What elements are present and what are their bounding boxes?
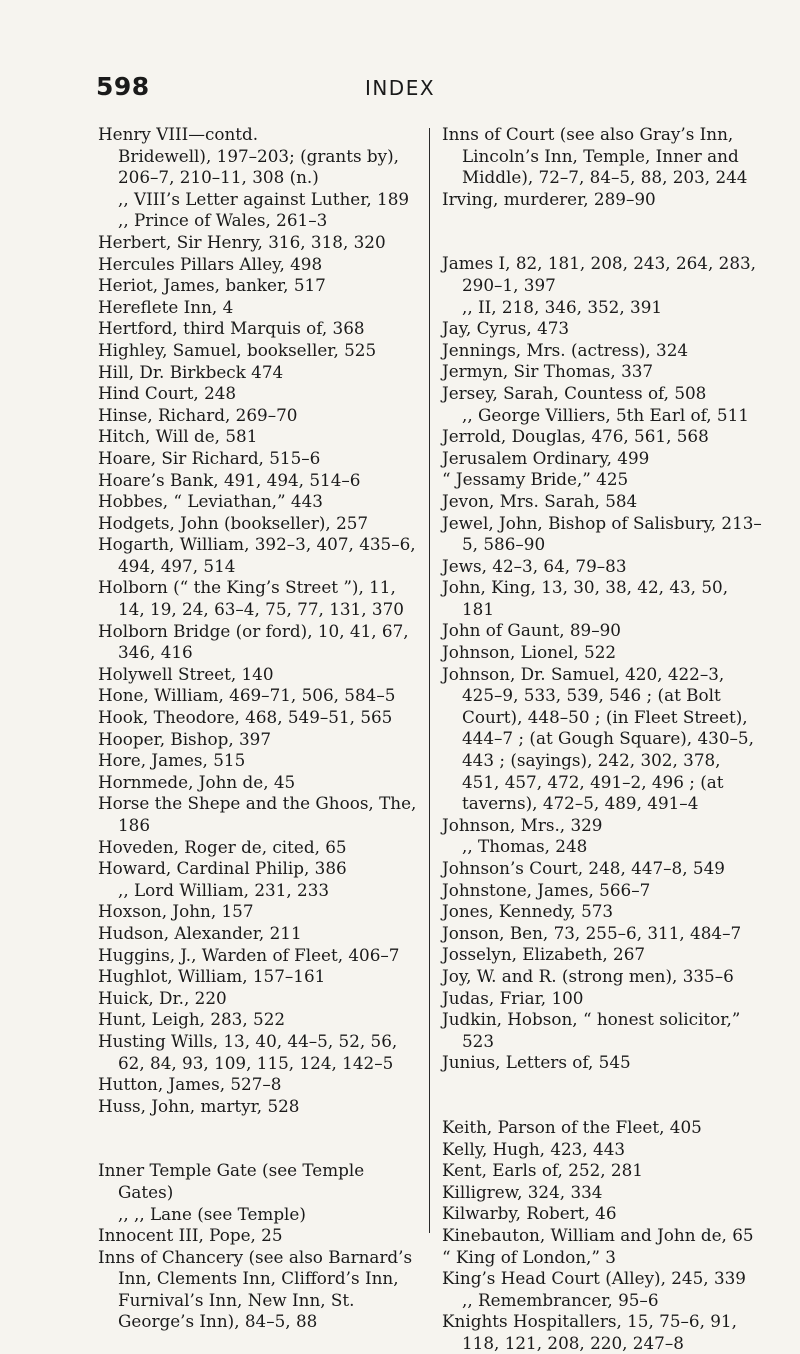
index-entry: Josselyn, Elizabeth, 267 <box>442 944 646 965</box>
index-entry: Hitch, Will de, 581 <box>98 426 258 447</box>
index-entry: Hornmede, John de, 45 <box>98 771 296 792</box>
index-entry: Herbert, Sir Henry, 316, 318, 320 <box>98 231 386 252</box>
section-gap <box>98 1117 423 1160</box>
index-entry: Hoare’s Bank, 491, 494, 514–6 <box>98 469 361 490</box>
index-entry: Hone, William, 469–71, 506, 584–5 <box>98 685 396 706</box>
index-entry: ,, Prince of Wales, 261–3 <box>118 210 328 231</box>
index-entry: Hoveden, Roger de, cited, 65 <box>98 836 347 857</box>
index-entry: Jewel, John, Bishop of Salisbury, 213–5, 586–90 <box>442 512 762 555</box>
index-entry: Junius, Letters of, 545 <box>442 1052 631 1073</box>
index-column-right <box>442 124 762 1354</box>
index-entry: Hodgets, John (bookseller), 257 <box>98 512 369 533</box>
index-entry: Hoxson, John, 157 <box>98 901 254 922</box>
index-entry: Heriot, James, banker, 517 <box>98 275 326 296</box>
index-entry: ,, ,, Lane (see Temple) <box>118 1203 306 1224</box>
index-entry: Jerusalem Ordinary, 499 <box>442 447 650 468</box>
index-entry: Jews, 42–3, 64, 79–83 <box>442 555 627 576</box>
index-entry: Bridewell), 197–203; (grants by), 206–7, 210–11, 308 (n.) <box>118 145 399 188</box>
index-entry: Jevon, Mrs. Sarah, 584 <box>442 490 638 511</box>
index-entry: Hind Court, 248 <box>98 383 237 404</box>
index-entry: ,, Lord William, 231, 233 <box>118 879 330 900</box>
index-entry: Judas, Friar, 100 <box>442 987 584 1008</box>
column-divider <box>429 128 430 1233</box>
index-entry: Inns of Court (see also Gray’s Inn, Lincoln’s Inn, Temple, Inner and Middle), 72–7, 84–5, 88, 203, 244 <box>442 124 748 188</box>
index-entry: Johnson, Mrs., 329 <box>442 814 603 835</box>
index-entry: Irving, murderer, 289–90 <box>442 188 656 209</box>
index-entry: Hercules Pillars Alley, 498 <box>98 253 323 274</box>
index-entry: Hobbes, “ Leviathan,” 443 <box>98 491 323 512</box>
index-entry: Hooper, Bishop, 397 <box>98 728 272 749</box>
index-entry: James I, 82, 181, 208, 243, 264, 283, 290–1, 397 <box>442 253 757 295</box>
index-entry: Kent, Earls of, 252, 281 <box>442 1160 643 1181</box>
index-entry: Hutton, James, 527–8 <box>98 1074 282 1095</box>
index-entry: Hook, Theodore, 468, 549–51, 565 <box>98 707 393 728</box>
running-head: INDEX <box>364 76 436 100</box>
index-entry: Hunt, Leigh, 283, 522 <box>98 1009 286 1030</box>
index-entry: Hoare, Sir Richard, 515–6 <box>98 447 321 468</box>
index-entry: Inner Temple Gate (see Temple Gates) <box>98 1160 365 1202</box>
index-entry: Johnstone, James, 566–7 <box>442 879 651 900</box>
index-entry: Keith, Parson of the Fleet, 405 <box>442 1116 702 1137</box>
index-entry: Huss, John, martyr, 528 <box>98 1095 300 1116</box>
index-entry: Joy, W. and R. (strong men), 335–6 <box>442 965 734 986</box>
index-entry: King’s Head Court (Alley), 245, 339 <box>442 1268 746 1289</box>
index-entry: Huggins, J., Warden of Fleet, 406–7 <box>98 944 400 965</box>
index-entry: Jonson, Ben, 73, 255–6, 311, 484–7 <box>442 922 742 943</box>
page-header <box>0 72 800 112</box>
index-entry: Hereflete Inn, 4 <box>98 296 234 317</box>
index-entry: Howard, Cardinal Philip, 386 <box>98 858 347 879</box>
section-gap <box>442 1074 762 1117</box>
index-entry: John of Gaunt, 89–90 <box>442 620 621 641</box>
index-entry: Huick, Dr., 220 <box>98 987 227 1008</box>
index-entry: “ Jessamy Bride,” 425 <box>442 469 629 490</box>
index-entry: Hill, Dr. Birkbeck 474 <box>98 361 284 382</box>
index-entry: “ King of London,” 3 <box>442 1246 616 1267</box>
index-entry: Innocent III, Pope, 25 <box>98 1225 283 1246</box>
index-entry: Kelly, Hugh, 423, 443 <box>442 1138 626 1159</box>
index-entry: Jersey, Sarah, Countess of, 508 <box>442 382 707 403</box>
index-entry: Hore, James, 515 <box>98 750 246 771</box>
index-entry: Kinebauton, William and John de, 65 <box>442 1224 754 1245</box>
index-entry: Henry VIII—contd. <box>98 124 259 144</box>
index-entry: Holywell Street, 140 <box>98 663 274 684</box>
index-entry: Johnson, Dr. Samuel, 420, 422–3, 425–9, 533, 539, 546 ; (at Bolt Court), 448–50 ; (in Fleet Street), 444–7 ; (at Gough Square), 430–5, 443 ; (sayings), 242, 302, 378, 451, 457, 472, 491–2, 496 ; (at taverns), 472–5, 489, 491–4 <box>442 663 754 814</box>
index-entry: Jermyn, Sir Thomas, 337 <box>442 361 654 382</box>
section-gap <box>442 210 762 253</box>
index-entry: Hogarth, William, 392–3, 407, 435–6, 494, 497, 514 <box>98 534 416 576</box>
index-entry: Highley, Samuel, bookseller, 525 <box>98 339 377 360</box>
index-entry: Killigrew, 324, 334 <box>442 1181 603 1202</box>
page-number: 598 <box>96 72 150 101</box>
index-entry: Jones, Kennedy, 573 <box>442 901 614 922</box>
index-entry: Inns of Chancery (see also Barnard’s Inn, Clements Inn, Clifford’s Inn, Furnival’s Inn, New Inn, St. George’s Inn), 84–5, 88 <box>98 1246 413 1332</box>
index-entry: Horse the Shepe and the Ghoos, The, 186 <box>98 793 417 835</box>
index-entry: Hudson, Alexander, 211 <box>98 922 302 943</box>
index-entry: ,, VIII’s Letter against Luther, 189 <box>118 188 410 209</box>
index-entry: Kilwarby, Robert, 46 <box>442 1203 617 1224</box>
index-entry: Holborn (“ the King’s Street ”), 11, 14, 19, 24, 63–4, 75, 77, 131, 370 <box>98 577 404 620</box>
index-entry: ,, Thomas, 248 <box>462 836 588 857</box>
index-entry: Jennings, Mrs. (actress), 324 <box>442 339 689 360</box>
index-entry: ,, George Villiers, 5th Earl of, 511 <box>462 404 749 425</box>
index-entry: Hughlot, William, 157–161 <box>98 966 326 987</box>
index-entry: John, King, 13, 30, 38, 42, 43, 50, 181 <box>442 577 729 619</box>
index-entry: Johnson’s Court, 248, 447–8, 549 <box>442 858 725 878</box>
index-entry: ,, II, 218, 346, 352, 391 <box>462 296 663 317</box>
index-entry: Holborn Bridge (or ford), 10, 41, 67, 346, 416 <box>98 620 409 663</box>
index-entry: Jerrold, Douglas, 476, 561, 568 <box>442 426 709 447</box>
index-entry: Jay, Cyrus, 473 <box>442 318 570 339</box>
index-entry: ,, Remembrancer, 95–6 <box>462 1289 659 1310</box>
index-entry: Johnson, Lionel, 522 <box>442 642 617 663</box>
index-column-left <box>98 124 423 1333</box>
index-entry: Husting Wills, 13, 40, 44–5, 52, 56, 62, 84, 93, 109, 115, 124, 142–5 <box>98 1030 398 1073</box>
index-entry: Hertford, third Marquis of, 368 <box>98 318 365 339</box>
index-entry: Judkin, Hobson, “ honest solicitor,” 523 <box>442 1009 741 1051</box>
index-entry: Hinse, Richard, 269–70 <box>98 404 298 425</box>
index-entry: Knights Hospitallers, 15, 75–6, 91, 118, 121, 208, 220, 247–8 <box>442 1311 737 1353</box>
